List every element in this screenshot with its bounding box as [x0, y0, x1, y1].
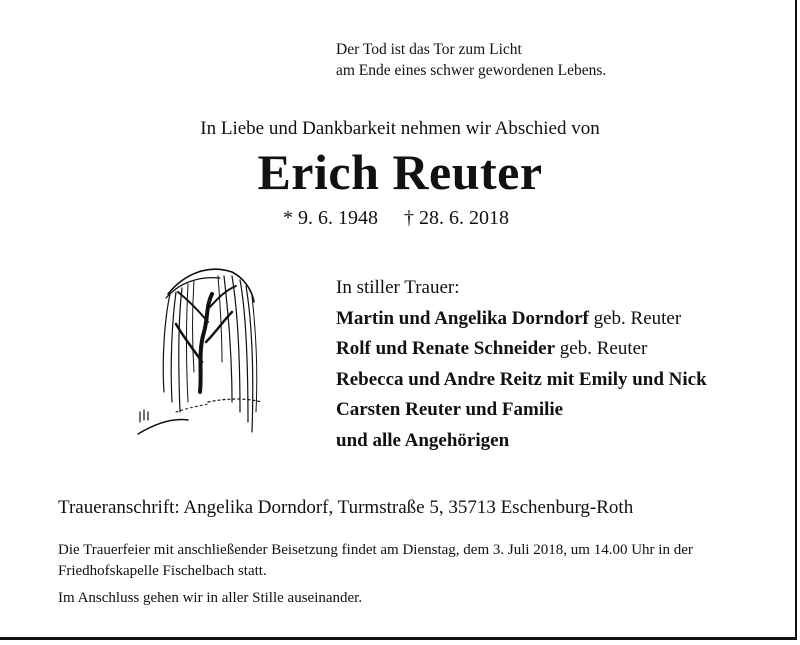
death-date: † 28. 6. 2018	[404, 207, 509, 229]
mourner-entry	[336, 365, 707, 396]
mourner-name: und alle Angehörigen	[336, 429, 510, 451]
mourner-entry	[336, 426, 707, 457]
quote-line-1: Der Tod ist das Tor zum Licht	[336, 41, 522, 58]
mourner-entry	[336, 334, 707, 365]
funeral-notice: Die Trauerfeier mit anschließender Beisetzung findet am Dienstag, dem 3. Juli 2018, um 14.00 Uhr in der Friedhofskapelle Fischelbach statt.	[58, 542, 693, 579]
mourner-name: Martin und Angelika Dorndorf	[336, 307, 589, 329]
mourner-suffix: geb. Reuter	[588, 307, 682, 329]
mourner-entry	[336, 304, 707, 335]
mourner-entry	[336, 395, 707, 426]
quote-line-2: am Ende eines schwer gewordenen Lebens.	[336, 62, 607, 79]
mourner-suffix: geb. Reuter	[555, 338, 648, 359]
mourner-name: Rebecca und Andre Reitz mit Emily und Nick	[336, 368, 707, 390]
deceased-name: Erich Reuter	[257, 144, 543, 200]
farewell-intro: In Liebe und Dankbarkeit nehmen wir Abschied von	[200, 118, 600, 139]
epitaph-quote	[336, 39, 606, 81]
mourners-list	[336, 273, 707, 456]
mourner-name: Carsten Reuter und Familie	[336, 399, 564, 420]
life-dates	[283, 207, 509, 230]
weeping-willow-icon	[128, 262, 268, 452]
mourner-name: Rolf und Renate Schneider	[336, 338, 556, 359]
mourners-heading: In stiller Trauer:	[336, 277, 460, 298]
closing-notice: Im Anschluss gehen wir in aller Stille auseinander.	[58, 590, 363, 606]
mourning-address: Traueranschrift: Angelika Dorndorf, Turmstraße 5, 35713 Eschenburg-Roth	[58, 497, 634, 518]
birth-date: * 9. 6. 1948	[283, 207, 378, 229]
